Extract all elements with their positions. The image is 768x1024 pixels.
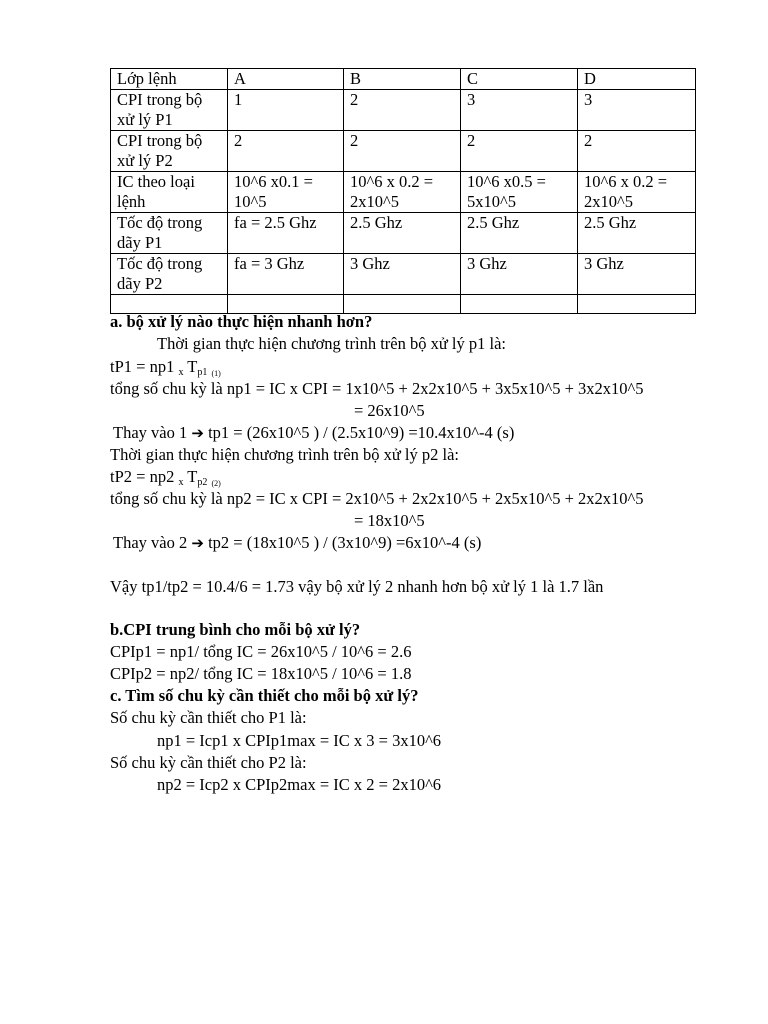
table-header-row (111, 69, 696, 90)
table-header-cell: C (461, 69, 578, 90)
table-cell: 2 (578, 131, 696, 172)
cpi-p2-line: CPIp2 = np2/ tổng IC = 18x10^5 / 10^6 = 1.8 (110, 664, 412, 683)
table-cell: 2 (228, 131, 344, 172)
table-cell: fa = 3 Ghz (228, 254, 344, 295)
table-cell: 2.5 Ghz (578, 213, 696, 254)
substitution-2-prefix: Thay vào 2 (113, 533, 188, 552)
section-b-heading: b.CPI trung bình cho mỗi bộ xử lý? (110, 620, 361, 639)
substitution-2-result: tp2 = (18x10^5 ) / (3x10^9) =6x10^-4 (s) (208, 533, 482, 552)
table-row (111, 172, 696, 213)
table-cell: CPI trong bộ xử lý P1 (111, 90, 228, 131)
conclusion-text: Vậy tp1/tp2 = 10.4/6 = 1.73 vậy bộ xử lý 2 nhanh hơn bộ xử lý 1 là 1.7 lần (110, 577, 604, 596)
table-cell: 3 Ghz (461, 254, 578, 295)
table-cell: 2 (461, 131, 578, 172)
table-header-cell: A (228, 69, 344, 90)
table-cell (228, 295, 344, 314)
cycles-p2-label: Số chu kỳ cần thiết cho P2 là: (110, 753, 307, 772)
p2-intro-text: Thời gian thực hiện chương trình trên bộ xử lý p2 là: (110, 445, 460, 464)
table-header-cell: D (578, 69, 696, 90)
substitution-2 (113, 533, 481, 553)
table-cell: 2 (344, 131, 461, 172)
table-cell (578, 295, 696, 314)
table-cell: 10^6 x0.1 = 10^5 (228, 172, 344, 213)
cycles-p2-formula: np2 = Icp2 x CPIp2max = IC x 2 = 2x10^6 (157, 775, 442, 794)
table-header-cell: Lớp lệnh (111, 69, 228, 90)
table-cell: 2 (344, 90, 461, 131)
table-header-cell: B (344, 69, 461, 90)
tp1-ref: (1) (211, 369, 221, 378)
table-cell: Tốc độ trong dãy P2 (111, 254, 228, 295)
cpi-table (110, 68, 696, 314)
table-cell: 2.5 Ghz (344, 213, 461, 254)
np1-line: tổng số chu kỳ là np1 = IC x CPI = 1x10^5 + 2x2x10^5 + 3x5x10^5 + 3x2x10^5 (110, 379, 644, 398)
table-row (111, 213, 696, 254)
substitution-1-prefix: Thay vào 1 (113, 423, 188, 442)
tp1-times: x (178, 367, 184, 378)
table-row (111, 90, 696, 131)
substitution-1 (113, 423, 514, 443)
table-cell (344, 295, 461, 314)
table-cell: Tốc độ trong dãy P1 (111, 213, 228, 254)
table-cell: 3 (461, 90, 578, 131)
cycles-p1-label: Số chu kỳ cần thiết cho P1 là: (110, 708, 307, 727)
tp1-T: T (187, 357, 198, 376)
cpi-p1-line: CPIp1 = np1/ tổng IC = 26x10^5 / 10^6 = 2.6 (110, 642, 412, 661)
np2-result: = 18x10^5 (354, 511, 425, 530)
table-cell: 3 Ghz (578, 254, 696, 295)
table-cell: 10^6 x0.5 = 5x10^5 (461, 172, 578, 213)
np1-result: = 26x10^5 (354, 401, 425, 420)
arrow-right-icon: ➔ (191, 424, 204, 442)
tp2-T-subscript: p2 (197, 477, 208, 488)
tp2-lhs: tP2 = np2 (110, 467, 175, 486)
table-cell (461, 295, 578, 314)
table-cell: fa = 2.5 Ghz (228, 213, 344, 254)
cycles-p1-formula: np1 = Icp1 x CPIp1max = IC x 3 = 3x10^6 (157, 731, 442, 750)
table-cell: 10^6 x 0.2 = 2x10^5 (578, 172, 696, 213)
tp1-lhs: tP1 = np1 (110, 357, 175, 376)
p1-intro-text: Thời gian thực hiện chương trình trên bộ xử lý p1 là: (157, 334, 507, 353)
table-row (111, 131, 696, 172)
tp1-T-subscript: p1 (197, 367, 208, 378)
table-cell (111, 295, 228, 314)
table-cell: 3 (578, 90, 696, 131)
table-cell: CPI trong bộ xử lý P2 (111, 131, 228, 172)
table-cell: 3 Ghz (344, 254, 461, 295)
table-cell: IC theo loại lệnh (111, 172, 228, 213)
np2-line: tổng số chu kỳ là np2 = IC x CPI = 2x10^5 + 2x2x10^5 + 2x5x10^5 + 2x2x10^5 (110, 489, 644, 508)
tp2-T: T (187, 467, 198, 486)
table-cell: 2.5 Ghz (461, 213, 578, 254)
table-row (111, 254, 696, 295)
tp2-times: x (178, 477, 184, 488)
substitution-1-result: tp1 = (26x10^5 ) / (2.5x10^9) =10.4x10^-4 (s) (208, 423, 515, 442)
tp2-ref: (2) (211, 479, 221, 488)
section-a-heading: a. bộ xử lý nào thực hiện nhanh hơn? (110, 312, 373, 331)
table-row-empty (111, 295, 696, 314)
arrow-right-icon: ➔ (191, 534, 204, 552)
table-cell: 1 (228, 90, 344, 131)
section-c-heading: c. Tìm số chu kỳ cần thiết cho mỗi bộ xử lý? (110, 686, 419, 705)
table-cell: 10^6 x 0.2 = 2x10^5 (344, 172, 461, 213)
